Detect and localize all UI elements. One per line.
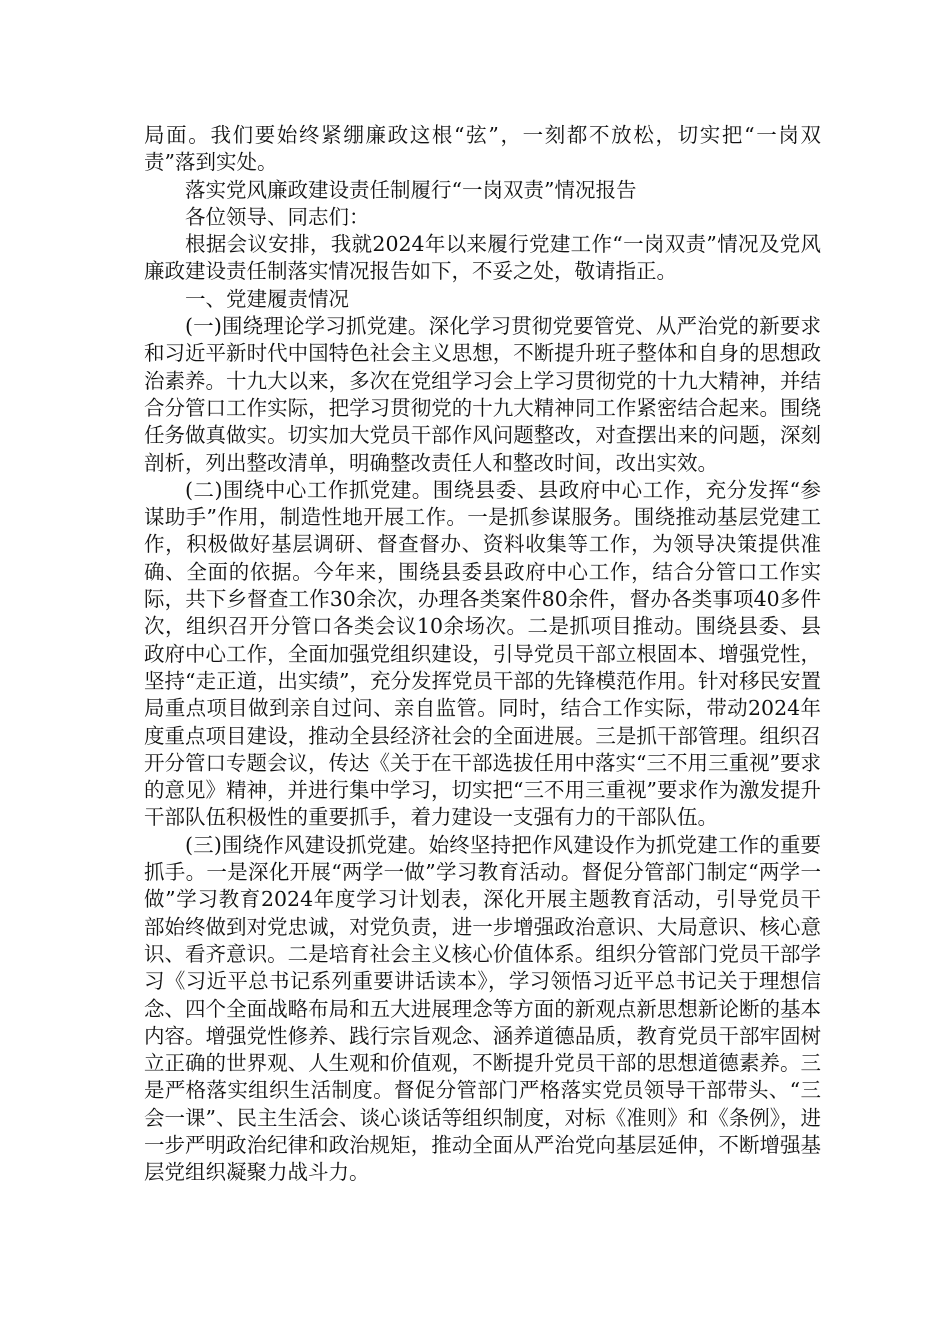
- section-heading-1: 一、党建履责情况: [185, 286, 349, 311]
- paragraph-continuation: 局面。我们要始终紧绷廉政这根“弦”，一刻都不放松，切实把“一岗双责”落到实处。: [144, 123, 821, 175]
- salutation: 各位领导、同志们：: [185, 204, 370, 229]
- paragraph-work-style: (三)围绕作风建设抓党建。始终坚持把作风建设作为抓党建工作的重要抓手。一是深化开展“两学一做”学习教育活动。督促分管部门制定“两学一做”学习教育2024年度学习计划表，深化开展主题教育活动，引导党员干部始终做到对党忠诚，对党负责，进一步增强政治意识、大局意识、核心意识、看齐意识。二是培育社会主义核心价值体系。组织分管部门党员干部学习《习近平总书记系列重要讲话读本》，学习领悟习近平总书记关于理想信念、四个全面战略布局和五大进展理念等方面的新观点新思想新论断的基本内容。增强党性修养、践行宗旨观念、涵养道德品质，教育党员干部牢固树立正确的世界观、人生观和价值观，不断提升党员干部的思想道德素养。三是严格落实组织生活制度。督促分管部门严格落实党员领导干部带头、“三会一课”、民主生活会、谈心谈话等组织制度，对标《准则》和《条例》，进一步严明政治纪律和政治规矩，推动全面从严治党向基层延伸，不断增强基层党组织凝聚力战斗力。: [144, 832, 821, 1185]
- paragraph-intro: 根据会议安排，我就2024年以来履行党建工作“一岗双责”情况及党风廉政建设责任制落实情况报告如下，不妥之处，敬请指正。: [144, 232, 821, 284]
- document-body: [144, 122, 821, 1187]
- paragraph-central-work: (二)围绕中心工作抓党建。围绕县委、县政府中心工作，充分发挥“参谋助手”作用，制造性地开展工作。一是抓参谋服务。围绕推动基层党建工作，积极做好基层调研、督查督办、资料收集等工作，为领导决策提供准确、全面的依据。今年来，围绕县委县政府中心工作，结合分管口工作实际，共下乡督查工作30余次，办理各类案件80余件，督办各类事项40多件次，组织召开分管口各类会议10余场次。二是抓项目推动。围绕县委、县政府中心工作，全面加强党组织建设，引导党员干部立根固本、增强党性，坚持“走正道，出实绩”，充分发挥党员干部的先锋模范作用。针对移民安置局重点项目做到亲自过问、亲自监管。同时，结合工作实际，带动2024年度重点项目建设，推动全县经济社会的全面进展。三是抓干部管理。组织召开分管口专题会议，传达《关于在干部选拔任用中落实“三不用三重视”要求的意见》精神，并进行集中学习，切实把“三不用三重视”要求作为激发提升干部队伍积极性的重要抓手，着力建设一支强有力的干部队伍。: [144, 477, 821, 830]
- paragraph-theory-study: (一)围绕理论学习抓党建。深化学习贯彻党要管党、从严治党的新要求和习近平新时代中国特色社会主义思想，不断提升班子整体和自身的思想政治素养。十九大以来，多次在党组学习会上学习贯彻党的十九大精神，并结合分管口工作实际，把学习贯彻党的十九大精神同工作紧密结合起来。围绕任务做真做实。切实加大党员干部作风问题整改，对查摆出来的问题，深刻剖析，列出整改清单，明确整改责任人和整改时间，改出实效。: [144, 314, 821, 475]
- report-title: 落实党风廉政建设责任制履行“一岗双责”情况报告: [185, 177, 637, 202]
